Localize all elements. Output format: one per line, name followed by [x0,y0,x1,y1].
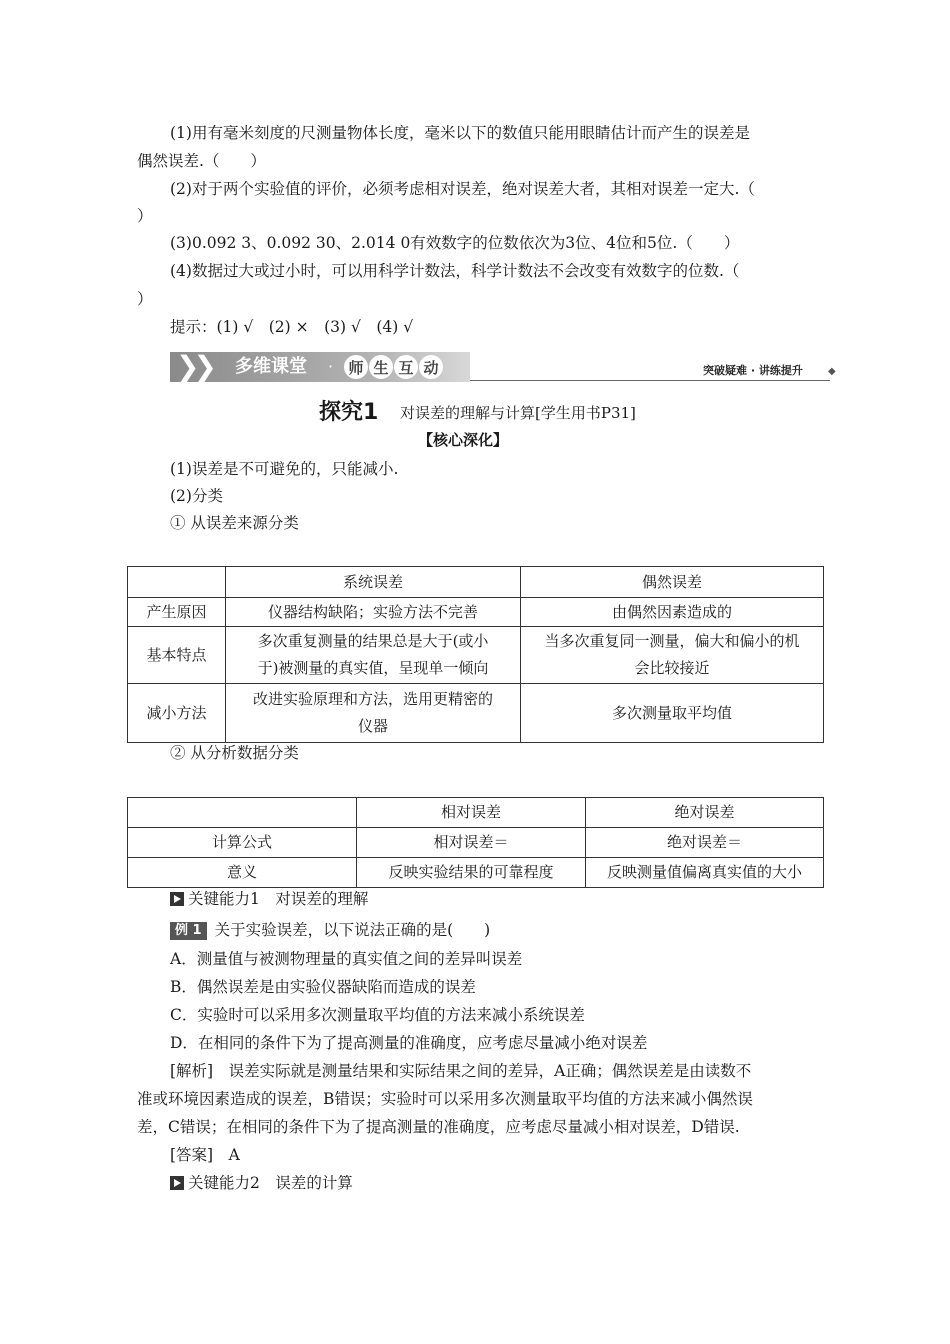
banner-title: 多维课堂 [235,356,307,377]
quiz-hint: 提示：(1) √ (2) × (3) √ (4) √ [170,318,414,336]
key-ability-2 [170,1173,353,1193]
banner-subtitle: 突破疑难 · 讲练提升 [703,364,803,377]
explore-heading: 探究1 [319,400,379,425]
table-header-row [128,798,824,828]
table-row-label: 减小方法 [128,684,226,743]
example-question [170,920,490,940]
paragraph-1: (1)误差是不可避免的，只能减小. [170,460,399,478]
analysis-line-2: 准或环境因素造成的误差，B错误；实验时可以采用多次测量取平均值的方法来减小偶然误 [137,1090,753,1108]
paragraph-2: (2)分类 [170,487,223,505]
table-header-cell: 绝对误差 [586,798,824,828]
table-row-label: 产生原因 [128,598,226,627]
analysis-line-3: 差，C错误；在相同的条件下为了提高测量的准确度，应考虑尽量减小相对误差，D错误. [137,1118,740,1136]
table-cell: 相对误差＝ [357,828,586,858]
banner-char-2: 生 [369,355,393,379]
banner-circled-title [344,355,443,379]
quiz-item-2-line-1: (2)对于两个实验值的评价，必须考虑相对误差，绝对误差大者，其相对误差一定大.（ [170,180,755,198]
chevron-right-icon: ❯❯ [176,350,211,383]
quiz-item-3: (3)0.092 3、0.092 30、2.014 0有效数字的位数依次为3位、4位和5位.（ ） [170,234,740,252]
table-row [128,828,824,858]
banner-separator: · [328,357,334,376]
table-header-cell: 相对误差 [357,798,586,828]
table-header-cell: 系统误差 [226,567,521,598]
table-header-cell [128,567,226,598]
diamond-icon: ◆ [828,366,836,377]
table-cell: 当多次重复同一测量，偏大和偏小的机 会比较接近 [521,627,824,684]
banner-char-4: 动 [419,355,443,379]
answer: [答案] A [170,1146,240,1164]
data-analysis-table [127,797,824,888]
table-row [128,627,824,684]
table-header-cell [128,798,357,828]
table-cell: 由偶然因素造成的 [521,598,824,627]
core-heading: 【核心深化】 [418,431,509,449]
quiz-item-4-line-1: (4)数据过大或过小时，可以用科学计数法，科学计数法不会改变有效数字的位数.（ [170,262,740,280]
play-icon [170,1176,184,1190]
quiz-item-2-line-2: ） [137,207,153,225]
table-row-label: 基本特点 [128,627,226,684]
explore-title: 对误差的理解与计算[学生用书P31] [400,404,636,422]
table-header-row [128,567,824,598]
example-badge: 例 1 [170,922,207,940]
table-cell: 仪器结构缺陷；实验方法不完善 [226,598,521,627]
table-header-cell: 偶然误差 [521,567,824,598]
table-cell: 多次测量取平均值 [521,684,824,743]
quiz-item-4-line-2: ） [137,290,153,308]
quiz-item-1-line-1: (1)用有毫米刻度的尺测量物体长度，毫米以下的数值只能用眼睛估计而产生的误差是 [170,124,750,142]
table-cell: 反映实验结果的可靠程度 [357,858,586,888]
table-row-label: 意义 [128,858,357,888]
analysis-line-1: [解析] 误差实际就是测量结果和实际结果之间的差异，A正确；偶然误差是由读数不 [170,1062,752,1080]
example-question-text: 关于实验误差，以下说法正确的是( ) [214,921,491,939]
table-cell: 绝对误差＝ [586,828,824,858]
table-row [128,858,824,888]
key-ability-1-label: 关键能力1 对误差的理解 [188,890,369,908]
paragraph-4: ② 从分析数据分类 [170,744,299,762]
table-row-label: 计算公式 [128,828,357,858]
key-ability-1 [170,889,368,909]
banner-char-3: 互 [394,355,418,379]
option-c: C．实验时可以采用多次测量取平均值的方法来减小系统误差 [170,1006,585,1024]
table-row [128,684,824,743]
table-cell: 改进实验原理和方法，选用更精密的 仪器 [226,684,521,743]
table-cell: 反映测量值偏离真实值的大小 [586,858,824,888]
option-a: A．测量值与被测物理量的真实值之间的差异叫误差 [170,950,523,968]
quiz-item-1-line-2: 偶然误差.（ ） [137,152,266,170]
option-b: B．偶然误差是由实验仪器缺陷而造成的误差 [170,978,476,996]
play-icon [170,892,184,906]
key-ability-2-label: 关键能力2 误差的计算 [188,1174,353,1192]
option-d: D．在相同的条件下为了提高测量的准确度，应考虑尽量减小绝对误差 [170,1034,648,1052]
banner-rule [470,380,830,381]
table-cell: 多次重复测量的结果总是大于(或小 于)被测量的真实值，呈现单一倾向 [226,627,521,684]
banner-char-1: 师 [344,355,368,379]
error-source-table [127,566,824,743]
table-row [128,598,824,627]
paragraph-3: ① 从误差来源分类 [170,514,299,532]
